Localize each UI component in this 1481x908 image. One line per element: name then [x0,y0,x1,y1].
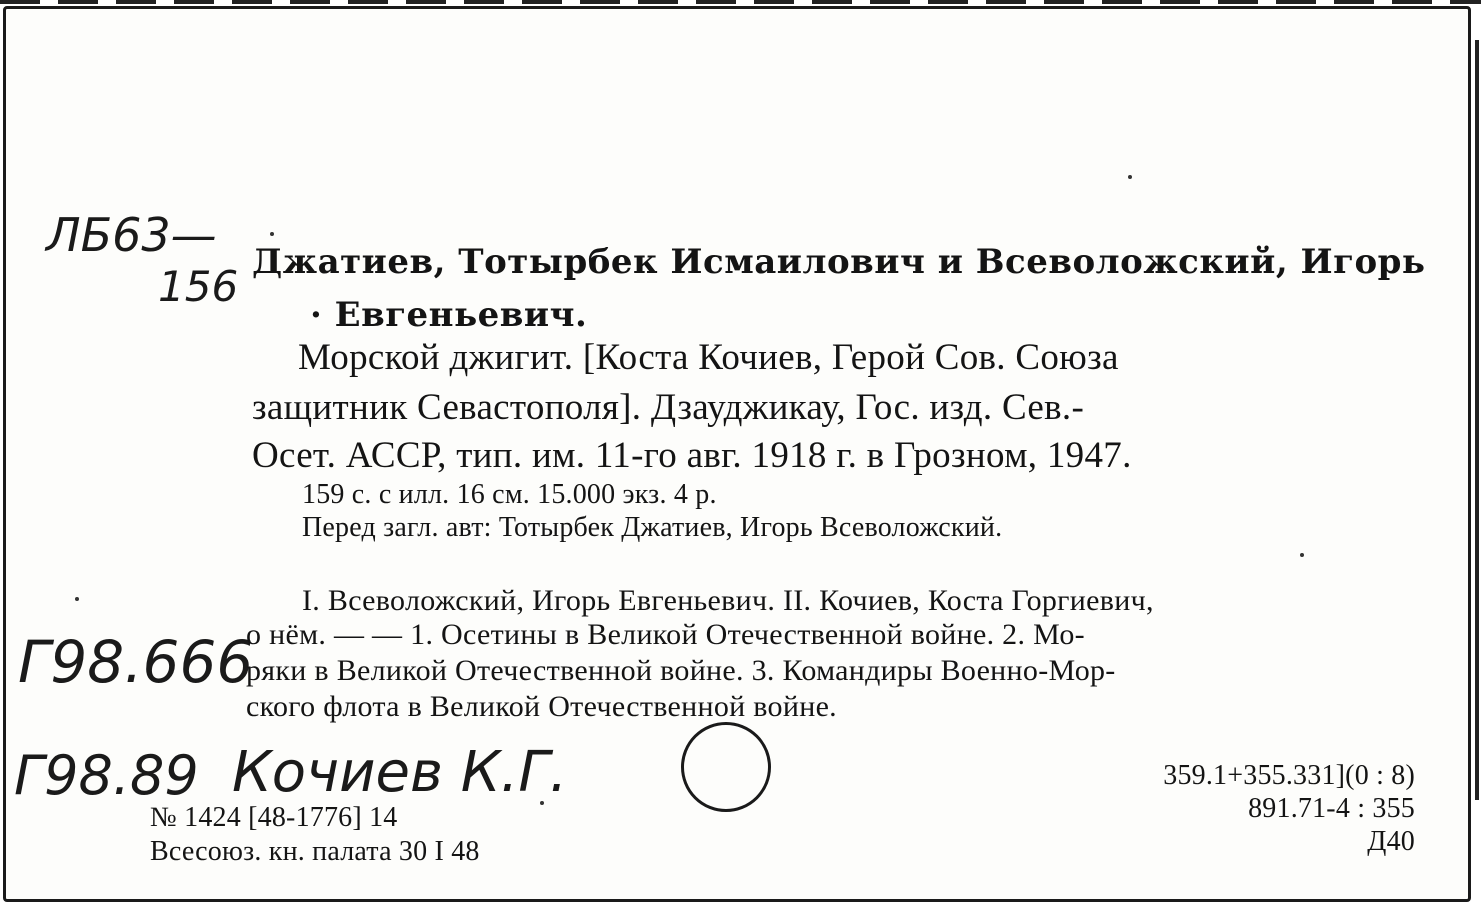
udc-code-2: 891.71-4 : 355 [1248,793,1415,824]
speck [75,597,79,601]
tracing-line: ряки в Великой Отечественной войне. 3. Командиры Военно-Мор- [246,654,1116,687]
collation: 159 с. с илл. 16 см. 15.000 экз. 4 р. [302,479,717,510]
tracing-line: о нём. — — 1. Осетины в Великой Отечественной войне. 2. Мо- [246,618,1085,651]
udc-code: 359.1+355.331](0 : 8) [1163,760,1415,791]
author-mark: Д40 [1367,826,1415,857]
library-stamp [681,722,771,812]
handwritten-class-number: Г98.666 [18,628,254,696]
tracing-line: ского флота в Великой Отечественной войне. [246,690,837,723]
record-number: № 1424 [48-1776] 14 [150,802,398,833]
author-heading: Джатиев, Тотырбек Исмаилович и Всеволожский, Игорь [252,242,1426,282]
title-line: Морской джигит. [Коста Кочиев, Герой Сов. Союза [298,337,1119,378]
card-top-edge [0,0,1481,4]
tracing-line: I. Всеволожский, Игорь Евгеньевич. II. Кочиев, Коста Горгиевич, [302,584,1154,617]
book-chamber-date: Всесоюз. кн. палата 30 I 48 [150,836,480,867]
author-heading-cont: · Евгеньевич. [310,295,588,335]
title-line: защитник Севастополя]. Дзауджикау, Гос. изд. Сев.- [252,387,1085,428]
author-note: Перед загл. авт: Тотырбек Джатиев, Игорь Всеволожский. [302,512,1003,543]
speck [1300,553,1304,557]
handwritten-call-number: ЛБ63— [46,208,217,262]
speck [1128,175,1132,179]
handwritten-call-subnumber: 156 [158,262,239,311]
title-line: Осет. АССР, тип. им. 11-го авг. 1918 г. в Грозном, 1947. [252,435,1132,476]
card-right-edge [1475,40,1479,800]
handwritten-subject-name: Кочиев К.Г. [232,740,568,805]
speck [270,232,274,236]
handwritten-class-number-2: Г98.89 [14,744,199,807]
